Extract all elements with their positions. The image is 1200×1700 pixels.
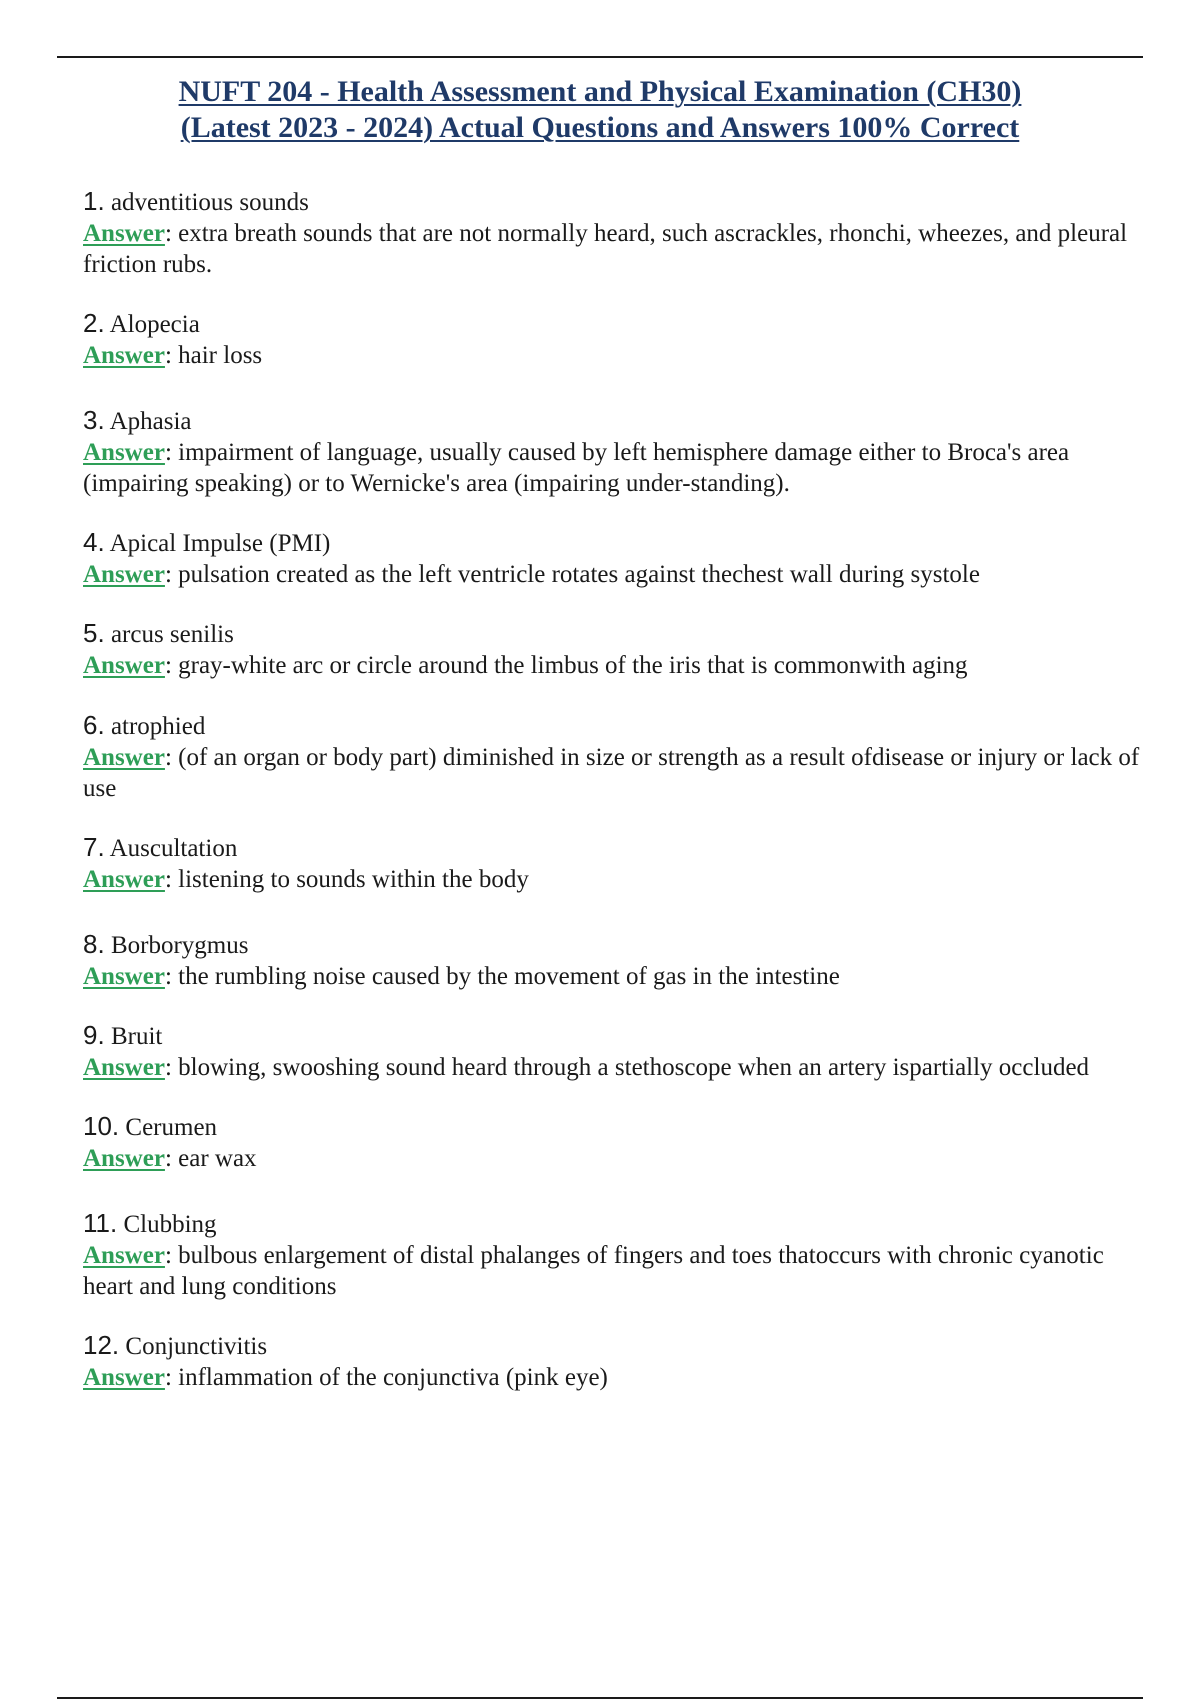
question-term: Apical Impulse (PMI) <box>109 530 331 557</box>
question-number: 10. <box>83 1111 120 1141</box>
question <box>83 186 1153 218</box>
answer-text: gray-white arc or circle around the limbus of the iris that is commonwith aging <box>178 652 968 679</box>
question <box>83 308 1153 340</box>
answer-label: Answer <box>83 866 165 893</box>
answer-text: hair loss <box>178 342 263 369</box>
page-title <box>60 74 1140 146</box>
qa-item <box>83 1111 1153 1174</box>
qa-item <box>83 1020 1153 1083</box>
question-term: Auscultation <box>109 835 238 862</box>
answer-text: (of an organ or body part) diminished in size or strength as a result ofdisease or injury or lack of use <box>83 744 1140 802</box>
qa-item <box>83 710 1153 804</box>
answer: Answer: ear wax <box>83 1145 257 1172</box>
question-number: 1. <box>83 186 105 216</box>
qa-item <box>83 929 1153 992</box>
answer-label: Answer <box>83 1054 165 1081</box>
qa-item <box>83 1330 1153 1393</box>
title-line-2: (Latest 2023 - 2024) Actual Questions and Answers 100% Correct <box>180 111 1020 144</box>
question-term: arcus senilis <box>110 621 234 648</box>
answer-label: Answer <box>83 1364 165 1391</box>
question <box>83 1111 1153 1143</box>
answer-label: Answer <box>83 439 165 466</box>
question-number: 2. <box>83 308 105 338</box>
title-line-1: NUFT 204 - Health Assessment and Physical Examination (CH30) <box>178 75 1022 108</box>
answer-label: Answer <box>83 342 165 369</box>
question-term: Conjunctivitis <box>125 1333 268 1360</box>
answer: Answer: pulsation created as the left ventricle rotates against thechest wall during systole <box>83 561 980 588</box>
answer-label: Answer <box>83 1242 165 1269</box>
answer-label: Answer <box>83 744 165 771</box>
answer-text: bulbous enlargement of distal phalanges of fingers and toes thatoccurs with chronic cyanotic heart and lung conditions <box>83 1242 1104 1300</box>
answer-label: Answer <box>83 561 165 588</box>
question <box>83 929 1153 961</box>
question <box>83 405 1153 437</box>
question-number: 5. <box>83 618 105 648</box>
answer-text: the rumbling noise caused by the movement of gas in the intestine <box>178 963 840 990</box>
answer: Answer: gray-white arc or circle around the limbus of the iris that is commonwith aging <box>83 652 968 679</box>
answer-label: Answer <box>83 652 165 679</box>
question-number: 6. <box>83 710 105 740</box>
question-number: 4. <box>83 527 105 557</box>
question-number: 8. <box>83 929 105 959</box>
answer: Answer: the rumbling noise caused by the movement of gas in the intestine <box>83 963 840 990</box>
answer-text: blowing, swooshing sound heard through a stethoscope when an artery ispartially occluded <box>178 1054 1090 1081</box>
qa-item <box>83 186 1153 280</box>
qa-item <box>83 527 1153 590</box>
answer-text: ear wax <box>178 1145 257 1172</box>
answer: Answer: inflammation of the conjunctiva (pink eye) <box>83 1364 608 1391</box>
answer: Answer: (of an organ or body part) diminished in size or strength as a result ofdisease or injury or lack of use <box>83 744 1140 802</box>
question <box>83 1208 1153 1240</box>
qa-item <box>83 405 1153 499</box>
answer-label: Answer <box>83 220 165 247</box>
question <box>83 618 1153 650</box>
qa-item <box>83 832 1153 895</box>
answer: Answer: bulbous enlargement of distal phalanges of fingers and toes thatoccurs with chronic cyanotic heart and lung conditions <box>83 1242 1104 1300</box>
qa-item <box>83 618 1153 681</box>
answer-label: Answer <box>83 963 165 990</box>
answer-text: listening to sounds within the body <box>178 866 529 893</box>
answer: Answer: blowing, swooshing sound heard through a stethoscope when an artery ispartially occluded <box>83 1054 1090 1081</box>
answer-text: impairment of language, usually caused by left hemisphere damage either to Broca's area (impairing speaking) or to Wernicke's area (impairing under-standing). <box>83 439 1070 497</box>
question-term: Bruit <box>110 1023 163 1050</box>
answer-label: Answer <box>83 1145 165 1172</box>
question <box>83 832 1153 864</box>
question-term: Aphasia <box>109 408 192 435</box>
bottom-divider <box>57 1697 1143 1699</box>
answer: Answer: hair loss <box>83 342 263 369</box>
question-term: adventitious sounds <box>110 189 309 216</box>
answer: Answer: impairment of language, usually caused by left hemisphere damage either to Broca's area (impairing speaking) or to Wernicke's area (impairing under-standing). <box>83 439 1070 497</box>
qa-list <box>83 186 1153 1421</box>
qa-item <box>83 308 1153 371</box>
question-number: 7. <box>83 832 105 862</box>
answer: Answer: listening to sounds within the body <box>83 866 529 893</box>
question-term: Borborygmus <box>110 932 249 959</box>
top-divider <box>57 56 1143 58</box>
question-number: 11. <box>83 1208 118 1238</box>
question-term: atrophied <box>110 713 206 740</box>
question <box>83 710 1153 742</box>
answer-text: pulsation created as the left ventricle rotates against thechest wall during systole <box>178 561 980 588</box>
question-number: 3. <box>83 405 105 435</box>
question <box>83 527 1153 559</box>
question-term: Alopecia <box>109 311 200 338</box>
qa-item <box>83 1208 1153 1302</box>
answer: Answer: extra breath sounds that are not normally heard, such ascrackles, rhonchi, wheezes, and pleural friction rubs. <box>83 220 1128 278</box>
question <box>83 1020 1153 1052</box>
answer-text: extra breath sounds that are not normally heard, such ascrackles, rhonchi, wheezes, and pleural friction rubs. <box>83 220 1128 278</box>
question-number: 12. <box>83 1330 120 1360</box>
question-term: Clubbing <box>123 1211 217 1238</box>
question-term: Cerumen <box>125 1114 218 1141</box>
question-number: 9. <box>83 1020 105 1050</box>
question <box>83 1330 1153 1362</box>
answer-text: inflammation of the conjunctiva (pink eye) <box>178 1364 608 1391</box>
